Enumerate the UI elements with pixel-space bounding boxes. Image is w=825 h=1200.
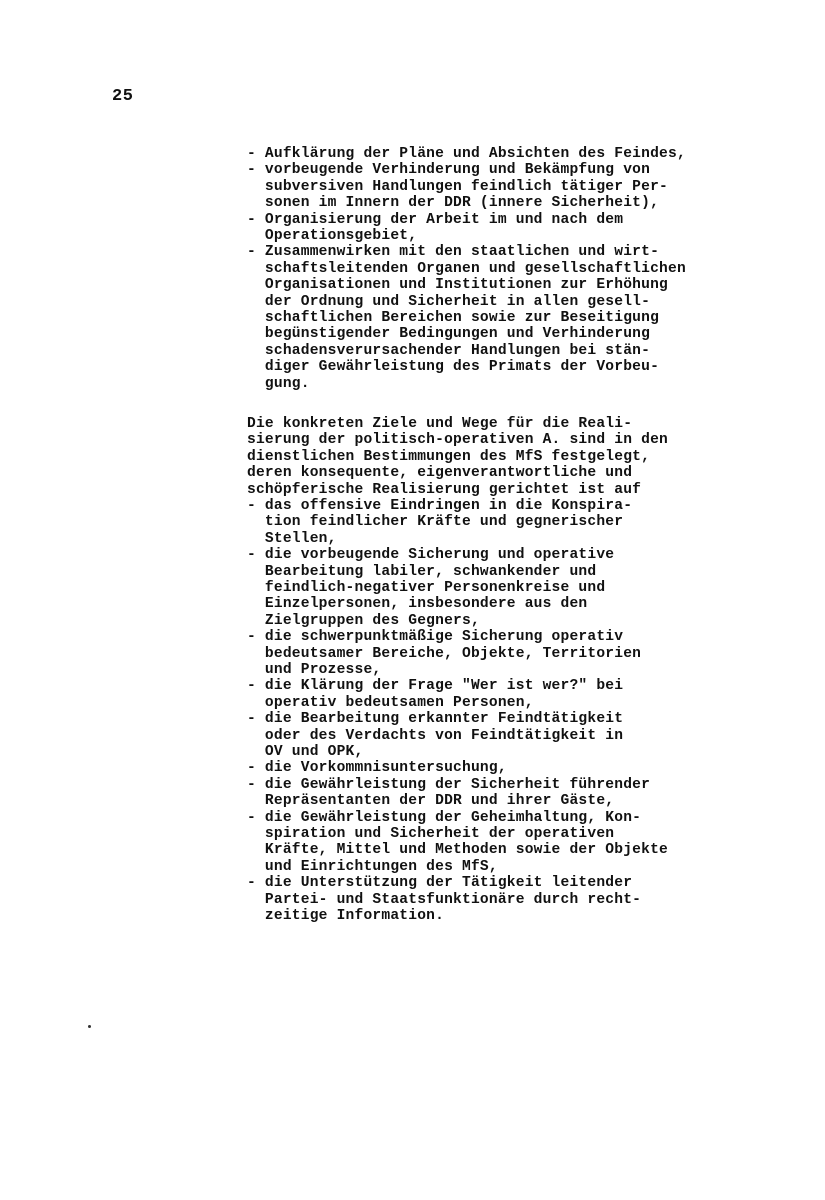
list-item-line: - die Bearbeitung erkannter Feindtätigkeit <box>247 711 624 728</box>
list-item-line: Zielgruppen des Gegners, <box>247 612 480 629</box>
list-item-line: Operationsgebiet, <box>247 228 418 244</box>
list-item-line: - die Vorkommnisuntersuchung, <box>247 760 507 777</box>
paragraph-line: dienstlichen Bestimmungen des MfS festgelegt, <box>247 448 651 465</box>
list-item-line: - die Klärung der Frage "Wer ist wer?" bei <box>247 678 624 695</box>
list-item-line: Organisationen und Institutionen zur Erhöhung <box>247 277 669 294</box>
list-item-line: schaftsleitenden Organen und gesellschaftlichen <box>247 260 686 277</box>
list-item-line: - die vorbeugende Sicherung und operative <box>247 547 615 564</box>
list-item-line: - Zusammenwirken mit den staatlichen und wirt- <box>247 244 660 261</box>
list-item-line: - Organisierung der Arbeit im und nach dem <box>247 211 624 228</box>
list-item-line: - die Gewährleistung der Geheimhaltung, Kon- <box>247 809 642 826</box>
list-item-line: Partei- und Staatsfunktionäre durch recht- <box>247 891 642 908</box>
list-item-line: sonen im Innern der DDR (innere Sicherheit), <box>247 195 660 212</box>
list-item-line: Repräsentanten der DDR und ihrer Gäste, <box>247 793 615 810</box>
list-item-line: - die schwerpunktmäßige Sicherung operativ <box>247 629 624 646</box>
list-item-line: - Aufklärung der Pläne und Absichten des Feindes, <box>247 146 686 162</box>
list-item-line: Kräfte, Mittel und Methoden sowie der Objekte <box>247 842 669 859</box>
list-item-line: - das offensive Eindringen in die Konspira- <box>247 498 633 514</box>
list-item-line: - vorbeugende Verhinderung und Bekämpfung von <box>247 162 651 179</box>
page-number: 25 <box>112 87 134 106</box>
paragraph-line: sierung der politisch-operativen A. sind in den <box>247 432 669 449</box>
list-item-line: OV und OPK, <box>247 744 364 760</box>
list-item-line: zeitige Information. <box>247 908 445 924</box>
list-item-line: operativ bedeutsamen Personen, <box>247 694 534 711</box>
list-item-line: feindlich-negativer Personenkreise und <box>247 580 606 596</box>
list-item-line: schaftlichen Bereichen sowie zur Beseitigung <box>247 310 660 326</box>
list-item-line: Stellen, <box>247 530 337 547</box>
list-item-line: begünstigender Bedingungen und Verhinderung <box>247 326 651 343</box>
list-item-line: spiration und Sicherheit der operativen <box>247 826 615 842</box>
list-item-line: Bearbeitung labiler, schwankender und <box>247 563 597 580</box>
paragraph-line: Die konkreten Ziele und Wege für die Reali- <box>247 416 633 432</box>
list-item-line: bedeutsamer Bereiche, Objekte, Territorien <box>247 645 642 662</box>
list-item-line: diger Gewährleistung des Primats der Vorbeu- <box>247 359 660 376</box>
scan-speck <box>88 1025 91 1028</box>
list-item-line: der Ordnung und Sicherheit in allen gesell- <box>247 293 651 310</box>
list-item-line: Einzelpersonen, insbesondere aus den <box>247 596 588 613</box>
paragraph-line: schöpferische Realisierung gerichtet ist auf <box>247 481 642 498</box>
list-item-line: oder des Verdachts von Feindtätigkeit in <box>247 727 624 744</box>
list-item-line: - die Gewährleistung der Sicherheit führender <box>247 776 651 793</box>
list-item-line: und Prozesse, <box>247 662 382 678</box>
list-item-line: subversiven Handlungen feindlich tätiger Per- <box>247 178 669 195</box>
list-item-line: gung. <box>247 375 310 392</box>
list-item-line: tion feindlicher Kräfte und gegnerischer <box>247 514 624 531</box>
list-item-line: schadensverursachender Handlungen bei stän- <box>247 342 651 359</box>
list-item-line: und Einrichtungen des MfS, <box>247 858 498 875</box>
list-item-line: - die Unterstützung der Tätigkeit leitender <box>247 875 633 892</box>
paragraph-line: deren konsequente, eigenverantwortliche und <box>247 465 633 482</box>
